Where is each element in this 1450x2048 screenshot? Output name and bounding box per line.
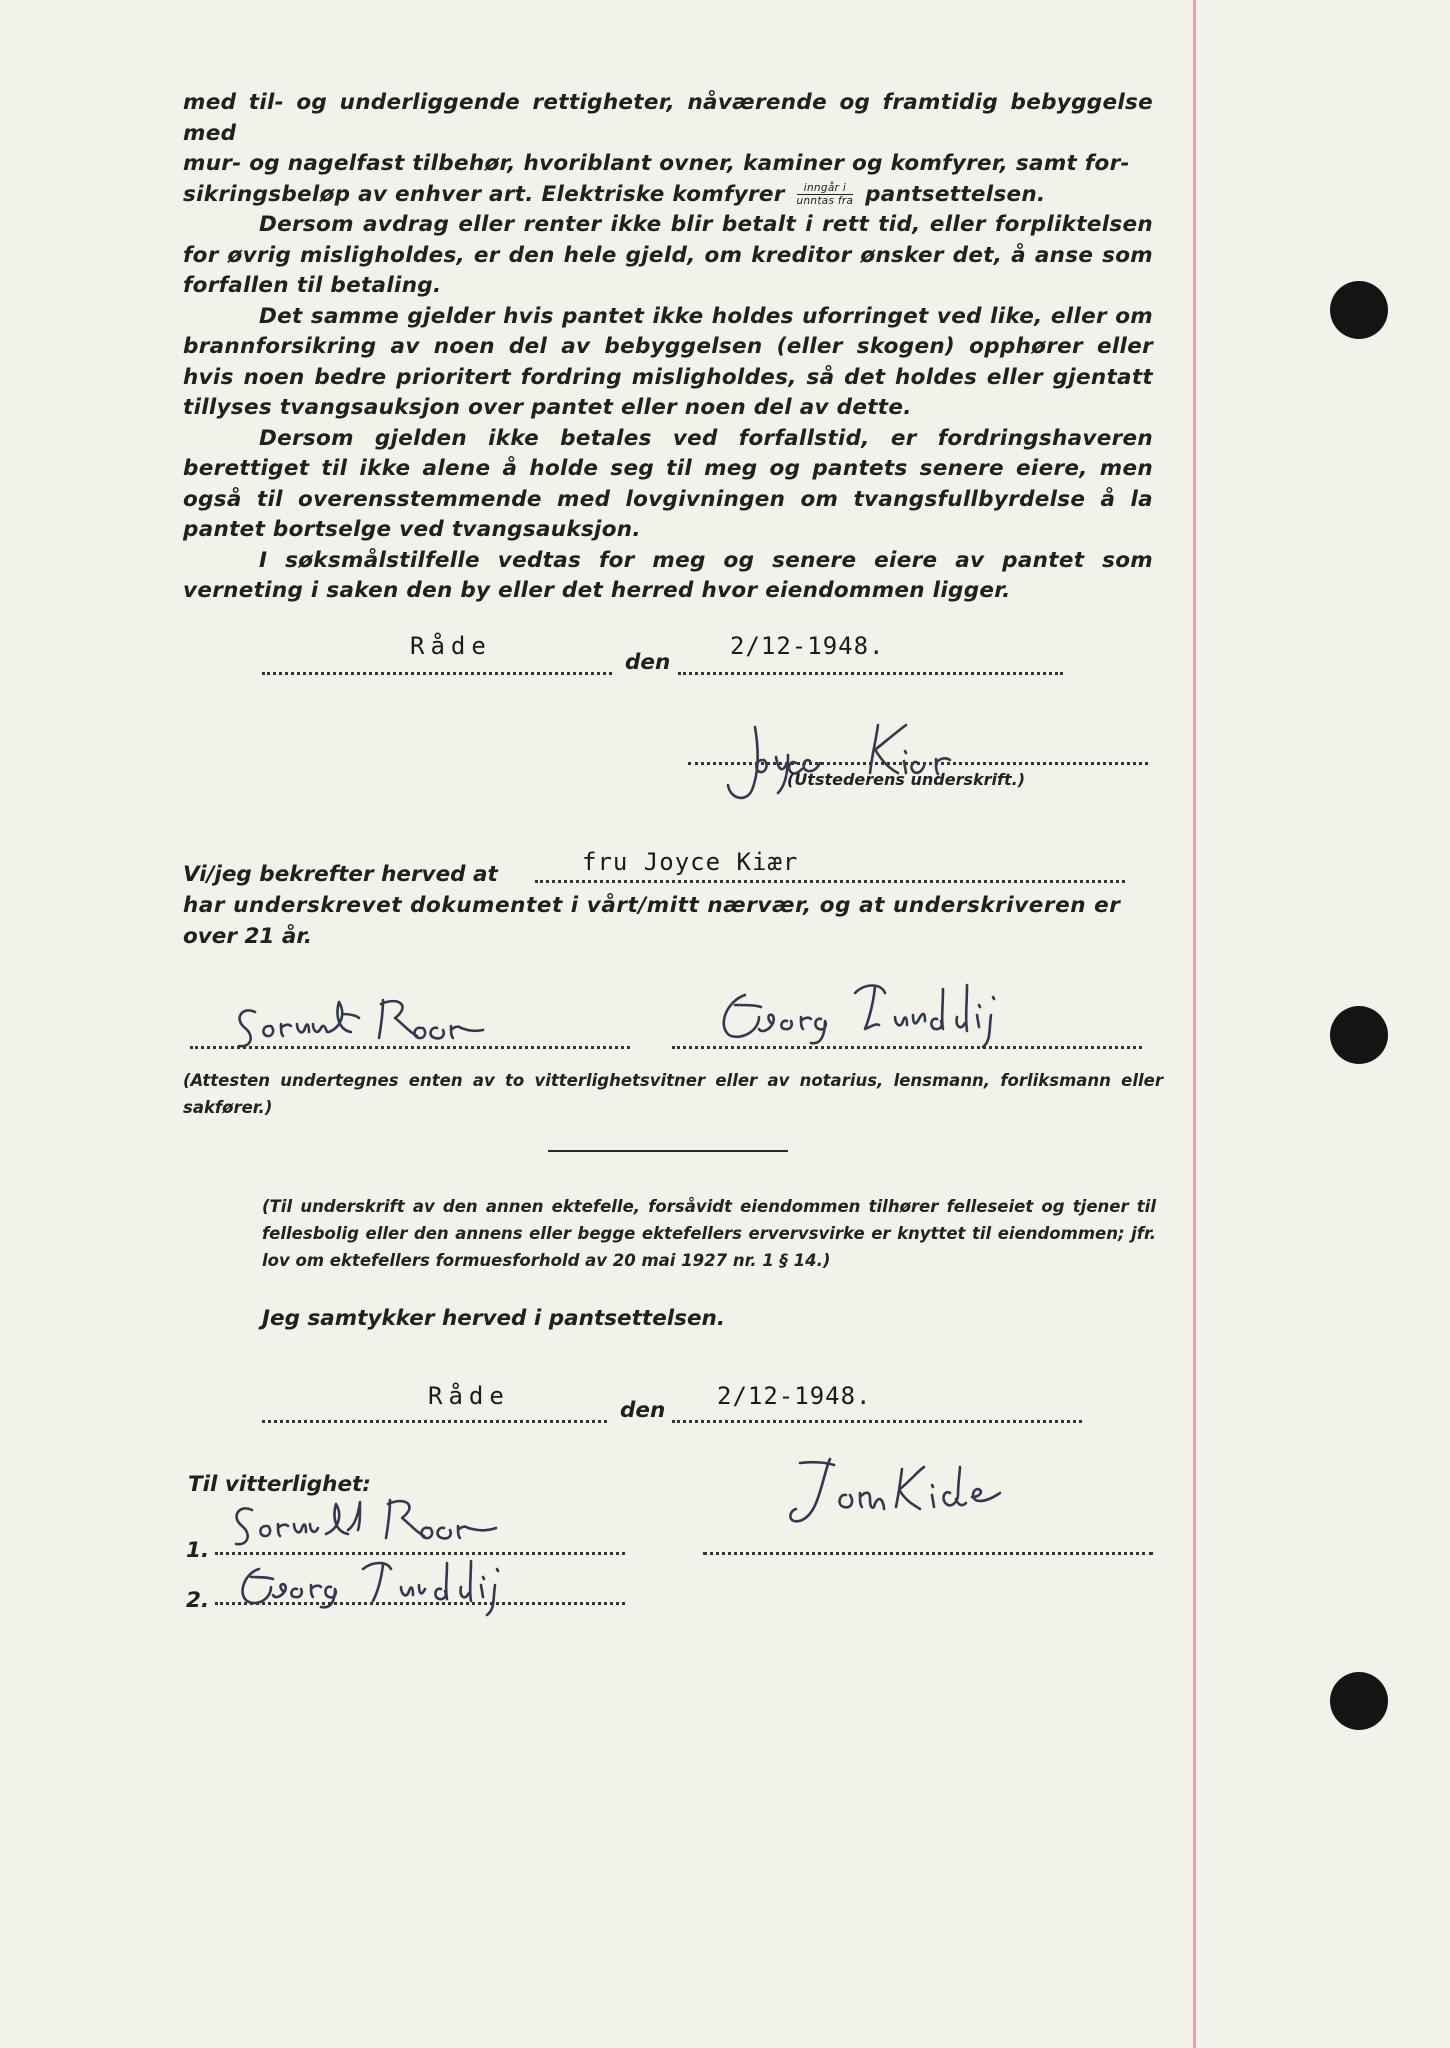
spouse-note <box>262 1193 1156 1274</box>
signature-caption: (Utstederens underskrift.) <box>787 770 1026 789</box>
witness-2-signature <box>705 975 1145 1055</box>
witness-number-1: 1. <box>186 1538 210 1563</box>
punch-hole <box>1330 1672 1388 1730</box>
attest-line-2: har underskrevet dokumentet i vårt/mitt nærvær, og at underskriveren er <box>183 893 1121 918</box>
den-label: den <box>620 1398 666 1423</box>
paragraph-1-line: med til- og underliggende rettigheter, nåværende og framtidig bebyggelse med <box>183 90 1153 146</box>
punch-hole <box>1330 1006 1388 1064</box>
attest-note: (Attesten undertegnes enten av to vitterlighetsvitner eller av notarius, lensmann, forliksmann eller sakfører.) <box>183 1071 1163 1117</box>
paragraph-1-text: sikringsbeløp av enhver art. Elektriske komfyrer <box>183 181 785 207</box>
spouse-place: Råde <box>428 1382 510 1410</box>
attest-intro: Vi/jeg bekrefter herved at <box>183 862 498 887</box>
date-dotted-line <box>672 1420 1082 1423</box>
legal-text <box>183 88 1153 607</box>
paragraph-1-line <box>183 180 1153 211</box>
witness-2-signature <box>225 1555 585 1620</box>
paragraph-1-text: pantsettelsen. <box>865 181 1046 207</box>
fraction-choice <box>797 182 854 207</box>
issuer-signature <box>700 715 1040 805</box>
fraction-bottom: unntas fra <box>796 195 854 207</box>
paragraph-3: Det samme gjelder hvis pantet ikke holdes uforringet ved like, eller om brannforsikring av noen del av bebyggelsen (eller skogen) opphører eller hvis noen bedre prioritert fordring misligholdes, så det holdes eller gjentatt tillyses tvangsauksjon over pantet eller noen del av dette. <box>183 303 1153 420</box>
witness-1-signature <box>222 1490 582 1555</box>
paragraph-5: I søksmålstilfelle vedtas for meg og senere eiere av pantet som verneting i saken den by eller det herred hvor eiendommen ligger. <box>183 547 1153 603</box>
paragraph-2: Dersom avdrag eller renter ikke blir betalt i rett tid, eller forpliktelsen for øvrig misligholdes, er den hele gjeld, om kreditor ønsker det, å anse som forfallen til betaling. <box>183 212 1153 298</box>
place-dotted-line <box>262 1420 607 1423</box>
attest-name: fru Joyce Kiær <box>582 848 799 876</box>
witness-number-2: 2. <box>186 1588 210 1613</box>
paragraph-1-line: mur- og nagelfast tilbehør, hvoriblant ovner, kaminer og komfyrer, samt for- <box>183 151 1130 176</box>
consent-statement: Jeg samtykker herved i pantsettelsen. <box>262 1306 725 1331</box>
witness-label: Til vitterlighet: <box>188 1472 371 1497</box>
issue-date: 2/12-1948. <box>730 632 885 660</box>
fraction-top: inngår i <box>797 182 854 195</box>
spouse-date: 2/12-1948. <box>717 1382 872 1410</box>
den-label: den <box>625 650 671 675</box>
issue-place: Råde <box>410 632 492 660</box>
red-margin-line <box>1193 0 1196 2048</box>
date-dotted-line <box>678 672 1063 675</box>
attest-line-3: over 21 år. <box>183 924 313 949</box>
attest-dotted-line <box>535 880 1125 883</box>
punch-hole <box>1330 281 1388 339</box>
spouse-signature <box>760 1455 1060 1555</box>
witness-1-signature <box>225 990 555 1055</box>
spouse-note-text: (Til underskrift av den annen ektefelle, forsåvidt eiendommen tilhører felleseiet og tjener til fellesbolig eller den annens eller begge ektefellers ervervsvirke er knyttet til eiendommen; jfr. lov om ektefellers formuesforhold av 20 mai 1927 nr. 1 § 14.) <box>262 1197 1156 1270</box>
paragraph-4: Dersom gjelden ikke betales ved forfallstid, er fordringshaveren berettiget til ikke alene å holde seg til meg og pantets senere eiere, men også til overensstemmende med lovgivningen om tvangsfullbyrdelse å la pantet bortselge ved tvangsauksjon. <box>183 425 1153 542</box>
separator-rule <box>548 1150 788 1152</box>
place-dotted-line <box>262 672 612 675</box>
